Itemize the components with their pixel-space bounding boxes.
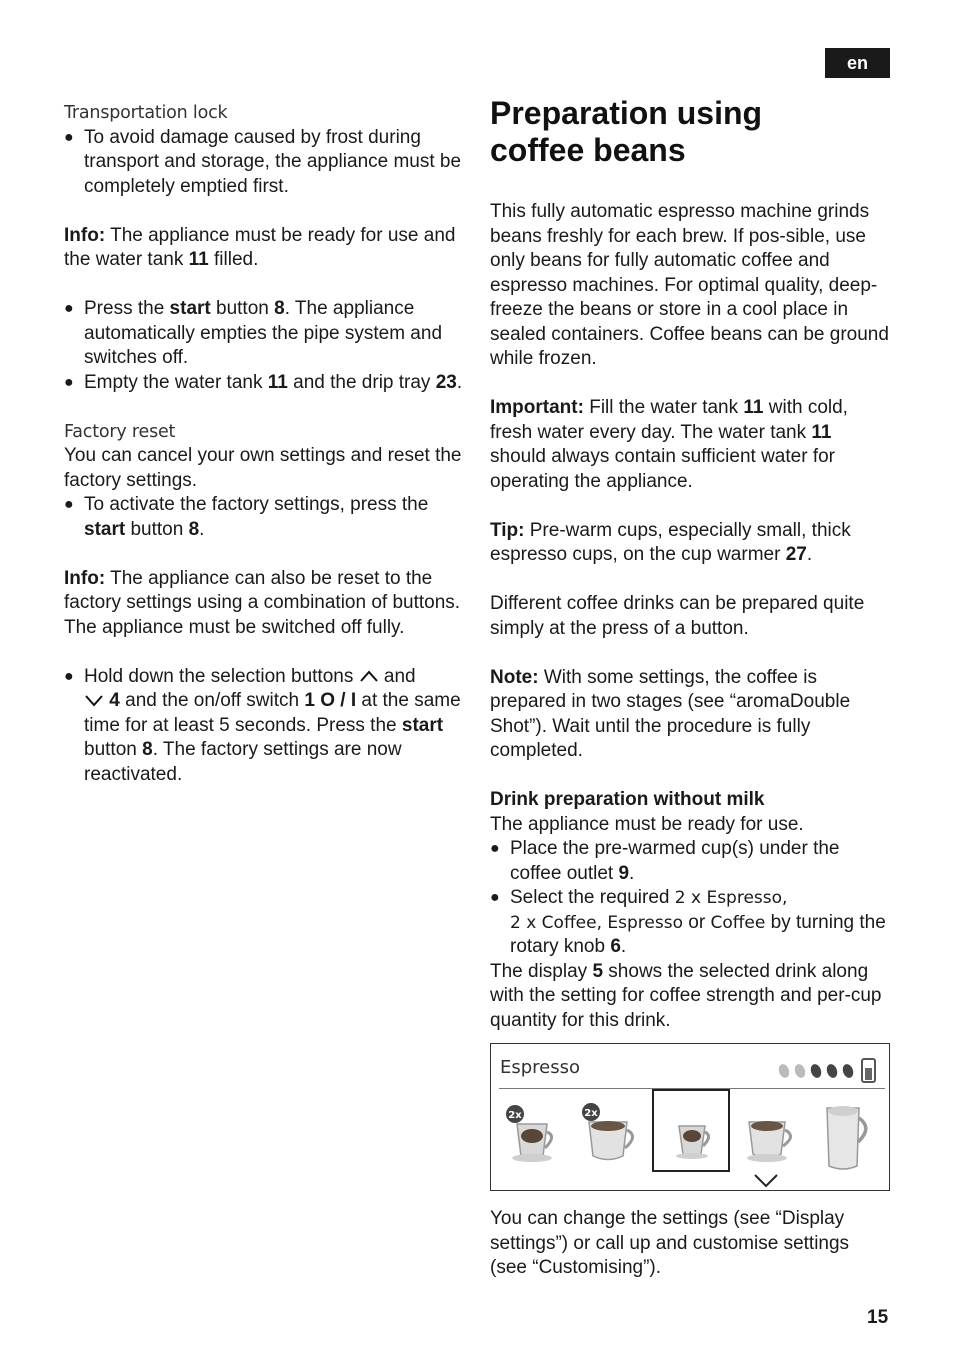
- note-label: Note:: [490, 666, 539, 688]
- list-item: [64, 297, 469, 371]
- factory-intro: You can cancel your own settings and reset the factory settings.: [64, 445, 462, 491]
- info-text: filled.: [208, 249, 259, 270]
- text: Empty the water tank: [84, 371, 268, 393]
- text: button: [84, 739, 143, 760]
- drink-list: [490, 837, 890, 960]
- intro-paragraph: This fully automatic espresso machine grinds beans freshly for each brew. If pos-sible, use only beans for fully automatic coffee and espresso machines. For optimal quality, deep-freeze the beans or store in a cool place in sealed containers. Coffee beans can be ground while frozen.: [490, 201, 889, 369]
- text: should always contain sufficient water for operating the appliance.: [490, 446, 835, 492]
- tip-paragraph: [490, 519, 890, 568]
- ref-number: 8: [188, 518, 200, 540]
- important-label: Important:: [490, 397, 584, 418]
- ref-number: 8: [142, 739, 153, 760]
- double-coffee-icon: [581, 1096, 641, 1176]
- list-item: [64, 493, 469, 542]
- title-line: coffee beans: [490, 132, 686, 168]
- list-item: [64, 126, 469, 200]
- text: To activate the factory settings, press the: [84, 494, 429, 515]
- factory-heading: Factory reset: [64, 421, 176, 442]
- list-item: [490, 886, 890, 960]
- on-off-switch-label: 1 O / I: [304, 690, 357, 711]
- drink-option: Coffee: [710, 912, 766, 933]
- mug-icon: [815, 1096, 875, 1176]
- text: or: [683, 911, 711, 933]
- separator: ,: [782, 888, 788, 908]
- factory-info: [64, 567, 469, 641]
- start-label: start: [84, 518, 126, 540]
- text: and the drip tray: [287, 371, 436, 393]
- ref-number: 11: [743, 397, 764, 418]
- text: .: [199, 518, 205, 540]
- ref-number: 5: [592, 960, 604, 982]
- list-item: [64, 371, 469, 396]
- right-column: [490, 95, 890, 1033]
- text: and the on/off switch: [119, 690, 305, 711]
- chevron-down-icon: [84, 694, 104, 708]
- ref-number: 23: [435, 371, 457, 393]
- info-text: The appliance can also be reset to the factory settings using a combination of buttons. The appliance must be switched off fully.: [64, 567, 461, 638]
- ref-number: 4: [109, 690, 120, 711]
- start-label: start: [169, 298, 211, 319]
- text: .: [806, 544, 813, 565]
- badge-2x: 2x: [584, 1108, 598, 1119]
- text: with cold, fresh water every day. The water tank: [490, 397, 848, 443]
- important-paragraph: [490, 396, 890, 494]
- title-line: Preparation using: [490, 95, 763, 131]
- text: .: [456, 371, 463, 393]
- note-paragraph: [490, 666, 890, 764]
- text: The display: [490, 960, 593, 982]
- ref-number: 8: [274, 298, 285, 319]
- page-title: [490, 95, 890, 169]
- transport-info: [64, 224, 469, 273]
- list-item: [64, 665, 469, 788]
- text: .: [620, 936, 627, 957]
- selected-drink-frame: [652, 1089, 730, 1172]
- transport-list-1: [64, 126, 469, 200]
- info-label: Info:: [64, 224, 106, 246]
- info-text: The appliance must be ready for use and the water tank: [64, 224, 456, 270]
- drink-option: 2 x Espresso: [674, 888, 783, 908]
- transport-heading: Transportation lock: [64, 103, 228, 123]
- drink-option: Espresso: [607, 912, 683, 933]
- drink-heading-text: Drink preparation without milk: [490, 789, 765, 810]
- chevron-up-icon: [359, 669, 379, 683]
- ref-number: 11: [811, 421, 832, 443]
- tip-label: Tip:: [490, 519, 525, 541]
- language-badge: en: [825, 48, 890, 78]
- left-column: [64, 101, 469, 787]
- transport-list-2: [64, 297, 469, 395]
- text: .: [629, 862, 635, 884]
- text: at the same time for at least 5 seconds. Press the: [84, 690, 461, 736]
- closing-paragraph: You can change the settings (see “Display settings”) or call up and customise settings (see “Customising”).: [490, 1208, 850, 1278]
- start-label: start: [401, 714, 444, 736]
- text: . The factory settings are now reactivated.: [84, 739, 402, 785]
- text: shows the selected drink along with the setting for coffee strength and per-cup quantity for this drink.: [490, 960, 882, 1031]
- ref-number: 27: [785, 544, 807, 565]
- text: by turning the rotary knob: [510, 911, 886, 957]
- strength-indicator-icon: [774, 1056, 882, 1086]
- factory-list-1: [64, 493, 469, 542]
- list-item: [490, 837, 890, 886]
- text: Fill the water tank: [583, 397, 744, 418]
- text: button: [210, 298, 275, 319]
- text: Select the required: [510, 887, 675, 908]
- ref-number: 11: [188, 249, 209, 270]
- separator: ,: [596, 912, 608, 933]
- text: Place the pre-warmed cup(s) under the coffee outlet: [510, 838, 840, 884]
- drinks-paragraph: Different coffee drinks can be prepared quite simply at the press of a button.: [490, 593, 865, 639]
- info-label: Info:: [64, 567, 106, 589]
- ref-number: 11: [267, 371, 288, 393]
- double-espresso-icon: [505, 1096, 565, 1176]
- text: Hold down the selection buttons: [84, 665, 359, 687]
- text: Pre-warm cups, especially small, thick espresso cups, on the cup warmer: [490, 519, 851, 565]
- text: button: [125, 518, 189, 540]
- page-number: 15: [867, 1307, 889, 1328]
- text: With some settings, the coffee is prepared in two stages (see “aromaDouble Shot”). Wait until the procedure is fully completed.: [490, 666, 851, 761]
- drink-option: 2 x Coffee: [510, 912, 597, 933]
- text: and: [378, 665, 416, 687]
- ref-number: 9: [618, 862, 630, 884]
- text: Press the: [84, 298, 170, 319]
- drink-heading: [490, 788, 890, 813]
- coffee-icon: [741, 1096, 801, 1176]
- display-illustration: [490, 1043, 890, 1191]
- list-item-text: To avoid damage caused by frost during transport and storage, the appliance must be completely emptied first.: [84, 126, 462, 197]
- drink-intro: The appliance must be ready for use.: [490, 813, 804, 835]
- chevron-down-icon: [753, 1173, 779, 1189]
- factory-list-2: [64, 665, 469, 788]
- badge-2x: 2x: [508, 1110, 522, 1121]
- text: . The appliance automatically empties the pipe system and switches off.: [84, 298, 443, 368]
- ref-number: 6: [610, 936, 621, 957]
- display-drink-name: Espresso: [500, 1057, 581, 1078]
- display-paragraph: [490, 960, 890, 1034]
